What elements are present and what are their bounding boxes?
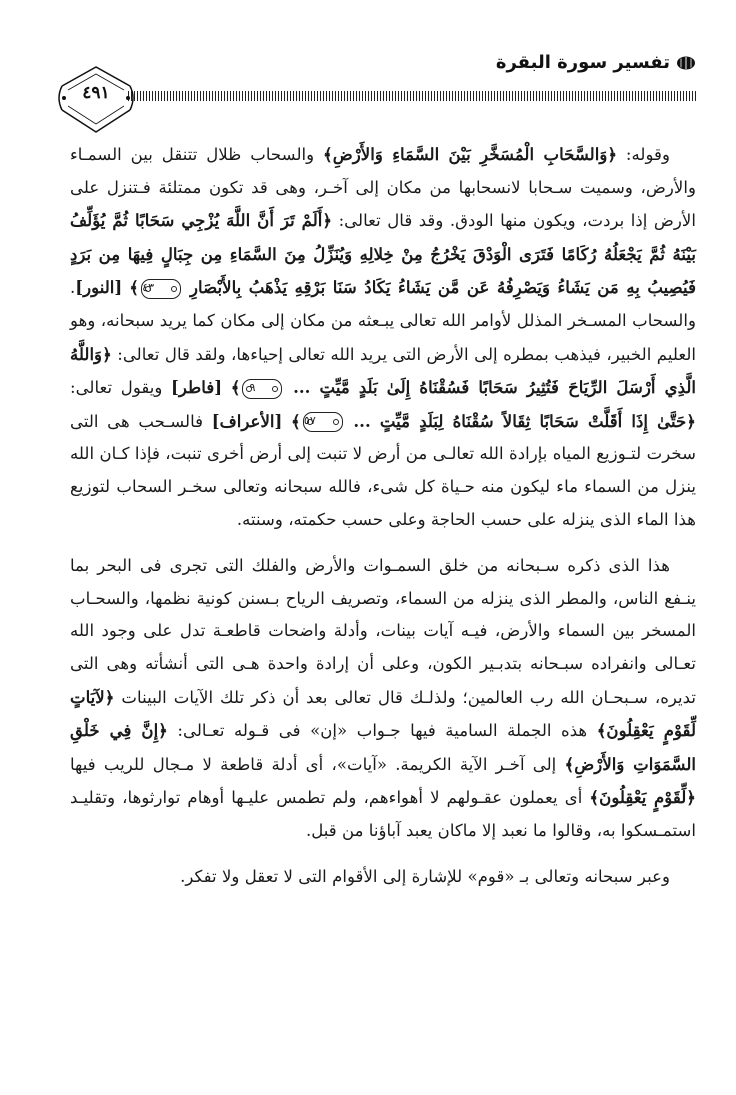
paragraph-2 <box>70 550 696 847</box>
quran-quote: ﴿حَتَّىٰ إِذَا أَقَلَّتْ سَحَابًا ثِقَالاً سُقْنَاهُ لِبَلَدٍ مَّيِّتٍ ... <box>353 410 696 431</box>
text-run: فالسـحب هى التى سخرت لتـوزيع المياه بإرادة الله تعالـى من أرض لا تنبت إلى أرض أخرى تنبت، فإذا كـان الله ينزل من السماء ماء ليكون منه حـياة كل شىء، فالله سبحانه وتعالى سخـر السحاب لتوزيع هذا الماء الذى ينزله على حسب الحاجة وعلى حسب حكمته، وسنته. <box>70 411 696 529</box>
quran-quote: ﴿إِنَّ فِي خَلْقِ السَّمَوَاتِ وَالأَرْضِ﴾ <box>70 720 696 774</box>
quran-quote: ﴿لآيَاتٍ لِّقَوْمٍ يَعْقِلُونَ﴾ <box>70 686 696 741</box>
text-run: هذا الذى ذكره سـبحانه من خلق السمـوات والأرض والفلك التى تجرى فى البحر بما ينـفع الناس، والمطر الذى ينزله من السماء، وتصريف الرياح بـسنن كونية نظمها، والسحـاب المسخر بين السماء والأرض، فيـه آيات بينات، وأدلة واضحات قاطعـة تدل على وجود الله تعـالى وانفراده سبـحانه بتدبـير الكون، وعلى أن إرادة واحدة هـى التى أنشأته وهى التى تديره، سـبحـان الله رب العالمين؛ ولذلـك قال تعالى بعد أن ذكر تلك الآيات البينات <box>70 556 696 707</box>
text-run: وقوله: <box>617 145 670 164</box>
ayah-number-marker: ٥٧ <box>303 412 343 432</box>
surah-reference: [فاطر] <box>171 377 223 398</box>
text-run: هذه الجملة السامية فيها جـواب «إن» فى قـوله تعـالى: <box>167 721 597 741</box>
quran-quote: ﴿وَاللَّهُ الَّذِي أَرْسَلَ الرِّيَاحَ فَتُثِيرُ سَحَابًا فَسُقْنَاهُ إِلَىٰ بَلَدٍ مَّيِّتٍ ... <box>70 343 696 398</box>
chapter-title: تفسير سورة البقرة <box>495 52 670 73</box>
ayah-number-marker: ٤٣ <box>141 279 181 299</box>
paragraph-1 <box>70 138 696 536</box>
quote-bracket: ﴾ <box>291 410 301 431</box>
quran-quote: ﴿لِّقَوْمٍ يَعْقِلُونَ﴾ <box>589 787 696 808</box>
text-run: ويقول تعالى: <box>70 378 172 398</box>
text-run: أى يعملون عقـولهم لا أهواءهم، ولم تطمس عليـها أوهام توارثوها، وتقليـد استمـسكوا به، وقالوا ما نعبد إلا ماكان يعبد آباؤنا من قبل. <box>70 788 696 840</box>
page-number: ٤٩١ <box>82 83 110 103</box>
header-rule <box>128 91 696 101</box>
quran-quote: ﴿أَلَمْ تَرَ أَنَّ اللَّهَ يُزْجِي سَحَابًا ثُمَّ يُؤَلِّفُ بَيْنَهُ ثُمَّ يَجْعَلُهُ رُكَامًا فَتَرَى الْوَدْقَ يَخْرُجُ مِنْ خِلالِهِ وَيُنَزِّلُ مِنَ السَّمَاءِ مِن جِبَالٍ فِيهَا مِن بَرَدٍ فَيُصِيبُ بِهِ مَن يَشَاءُ وَيَصْرِفُهُ عَن مَّن يَشَاءُ يَكَادُ سَنَا بَرْقِهِ يَذْهَبُ بِالأَبْصَارِ <box>70 210 697 298</box>
surah-reference: [النور] <box>75 277 123 298</box>
text-run: وعبر سبحانه وتعالى بـ «قوم» للإشارة إلى الأقوام التى لا تعقل ولا تفكر. <box>180 867 670 887</box>
paragraph-3 <box>70 861 696 894</box>
quote-bracket: ﴾ <box>230 377 241 398</box>
quran-quote: ﴿وَالسَّحَابِ الْمُسَخَّرِ بَيْنَ السَّمَاءِ وَالأَرْضِ﴾ <box>323 144 618 164</box>
surah-reference: [الأعراف] <box>211 410 283 431</box>
page-header <box>0 0 736 140</box>
page-body <box>70 138 696 894</box>
page-number-frame <box>58 64 134 136</box>
book-ornament-icon <box>676 55 696 71</box>
text-run: . والسحاب المسـخر المذلل لأوامر الله تعالى يبـعثه من مكان إلى مكان كما يريد سبحانه، وهو العليم الخبير، فيذهب بمطره إلى الأرض التى يريد الله تعالى إحياءها، ولقد قال تعالى: <box>70 278 696 364</box>
text-run: إلى آخـر الآية الكريمة. «آيات»، أى أدلة قاطعة لا مـجال للريب فيها <box>70 754 565 774</box>
running-title <box>496 52 696 73</box>
quote-bracket: ﴾ <box>129 277 140 298</box>
text-run: والسحاب ظلال تتنقل بين السمـاء والأرض، وسميت سـحابا لانسحابها من مكان إلى آخـر، وهى قد تكون ممتلئة فـتنزل على الأرض إذا بردت، ويكون منها الودق. وقد قال تعالى: <box>70 145 696 231</box>
ayah-number-marker: ٩ <box>242 379 282 399</box>
